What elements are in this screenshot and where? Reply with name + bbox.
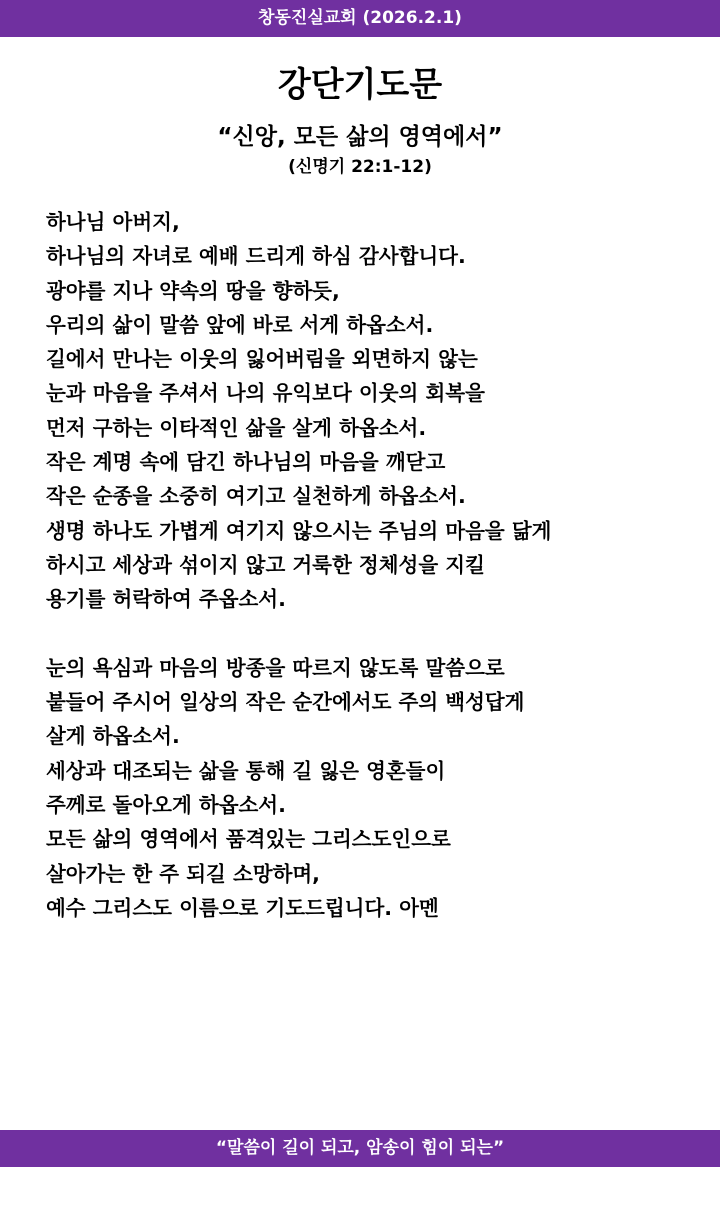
- church-name-date: 창동진실교회 (2026.2.1): [258, 8, 462, 28]
- paragraph-break: [46, 617, 706, 651]
- prayer-line: 살아가는 한 주 되길 소망하며,: [46, 861, 320, 886]
- prayer-line: 눈과 마음을 주셔서 나의 유익보다 이웃의 회복을: [46, 381, 485, 406]
- prayer-line: 주께로 돌아오게 하옵소서.: [46, 793, 286, 818]
- prayer-line: 먼저 구하는 이타적인 삶을 살게 하옵소서.: [46, 415, 427, 440]
- prayer-line: 용기를 허락하여 주옵소서.: [46, 587, 286, 612]
- prayer-line: 길에서 만나는 이웃의 잃어버림을 외면하지 않는: [46, 347, 478, 372]
- prayer-line: 모든 삶의 영역에서 품격있는 그리스도인으로: [46, 827, 451, 852]
- prayer-line: 눈의 욕심과 마음의 방종을 따르지 않도록 말씀으로: [46, 655, 505, 680]
- footer-banner: [0, 1130, 720, 1167]
- prayer-line: 작은 계명 속에 담긴 하나님의 마음을 깨닫고: [46, 450, 446, 475]
- footer-motto: “말씀이 길이 되고, 암송이 힘이 되는”: [215, 1138, 505, 1158]
- sermon-title: “신앙, 모든 삶의 영역에서”: [217, 124, 503, 150]
- prayer-line: 살게 하옵소서.: [46, 724, 180, 749]
- header-banner: [0, 0, 720, 37]
- prayer-line: 하나님의 자녀로 예배 드리게 하심 감사합니다.: [46, 244, 466, 269]
- prayer-line: 붙들어 주시어 일상의 작은 순간에서도 주의 백성답게: [46, 690, 525, 715]
- prayer-line: 예수 그리스도 이름으로 기도드립니다. 아멘: [46, 895, 439, 920]
- prayer-line: 작은 순종을 소중히 여기고 실천하게 하옵소서.: [46, 484, 466, 509]
- prayer-line: 하시고 세상과 섞이지 않고 거룩한 정체성을 지킬: [46, 552, 485, 577]
- scripture-reference: (신명기 22:1-12): [288, 157, 432, 177]
- prayer-body: [46, 205, 706, 925]
- prayer-line: 생명 하나도 가볍게 여기지 않으시는 주님의 마음을 닮게: [46, 518, 552, 543]
- prayer-line: 광야를 지나 약속의 땅을 향하듯,: [46, 278, 340, 303]
- page-title: 강단기도문: [277, 65, 443, 105]
- prayer-line: 하나님 아버지,: [46, 210, 180, 234]
- prayer-line: 우리의 삶이 말씀 앞에 바로 서게 하옵소서.: [46, 312, 434, 337]
- prayer-line: 세상과 대조되는 삶을 통해 길 잃은 영혼들이: [46, 758, 446, 783]
